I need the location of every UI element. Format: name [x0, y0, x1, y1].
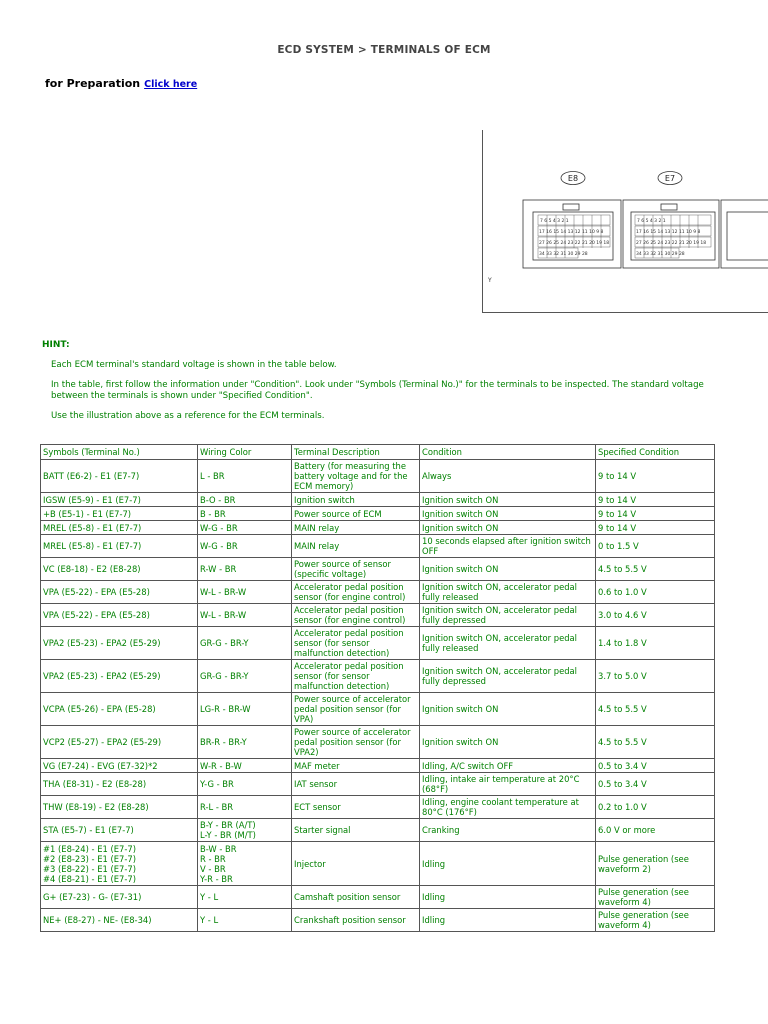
- cell-specified-condition: 3.7 to 5.0 V: [596, 660, 715, 693]
- preparation-line: [45, 77, 197, 90]
- svg-text:7 6 5 4 3 2 1: 7 6 5 4 3 2 1: [637, 219, 666, 224]
- cell-wiring-color: W-G - BR: [198, 535, 292, 558]
- cell-specified-condition: 0 to 1.5 V: [596, 535, 715, 558]
- table-row: [41, 581, 715, 604]
- cell-symbols: MREL (E5-8) - E1 (E7-7): [41, 521, 198, 535]
- cell-condition: Idling: [420, 886, 596, 909]
- cell-specified-condition: 9 to 14 V: [596, 507, 715, 521]
- table-row: [41, 507, 715, 521]
- cell-condition: Ignition switch ON: [420, 521, 596, 535]
- cell-wiring-color: B-Y - BR (A/T) L-Y - BR (M/T): [198, 819, 292, 842]
- cell-condition: Ignition switch ON, accelerator pedal fully released: [420, 627, 596, 660]
- cell-terminal-description: Ignition switch: [292, 493, 420, 507]
- cell-specified-condition: 6.0 V or more: [596, 819, 715, 842]
- svg-text:17 16 15 14 13 12 11 10 9 8: 17 16 15 14 13 12 11 10 9 8: [539, 230, 604, 235]
- hint-line-2: In the table, first follow the information under "Condition". Look under "Symbols (Terminal No.)" for the terminals to be inspected. The standard voltage between the terminals is shown under "Specified Condition".: [51, 380, 704, 401]
- cell-condition: Idling: [420, 842, 596, 886]
- table-row: [41, 493, 715, 507]
- cell-terminal-description: Accelerator pedal position sensor (for engine control): [292, 604, 420, 627]
- cell-wiring-color: L - BR: [198, 460, 292, 493]
- cell-symbols: VPA2 (E5-23) - EPA2 (E5-29): [41, 660, 198, 693]
- cell-condition: Cranking: [420, 819, 596, 842]
- e8-label: E8: [567, 174, 579, 183]
- table-row: [41, 726, 715, 759]
- cell-symbols: BATT (E6-2) - E1 (E7-7): [41, 460, 198, 493]
- cell-wiring-color: GR-G - BR-Y: [198, 627, 292, 660]
- cell-symbols: THW (E8-19) - E2 (E8-28): [41, 796, 198, 819]
- cell-wiring-color: B-O - BR: [198, 493, 292, 507]
- cell-wiring-color: Y - L: [198, 886, 292, 909]
- cell-wiring-color: B - BR: [198, 507, 292, 521]
- table-row: [41, 660, 715, 693]
- cell-wiring-color: Y-G - BR: [198, 773, 292, 796]
- cell-terminal-description: Power source of ECM: [292, 507, 420, 521]
- cell-wiring-color: R-L - BR: [198, 796, 292, 819]
- cell-symbols: MREL (E5-8) - E1 (E7-7): [41, 535, 198, 558]
- table-row: [41, 819, 715, 842]
- cell-terminal-description: Accelerator pedal position sensor (for engine control): [292, 581, 420, 604]
- cell-specified-condition: 4.5 to 5.5 V: [596, 558, 715, 581]
- svg-text:17 16 15 14 13 12 11 10 9 8: 17 16 15 14 13 12 11 10 9 8: [636, 230, 701, 235]
- cell-specified-condition: 1.4 to 1.8 V: [596, 627, 715, 660]
- header-specified-condition: Specified Condition: [596, 445, 715, 460]
- page-title: ECD SYSTEM > TERMINALS OF ECM: [277, 44, 491, 56]
- hint-line-3: Use the illustration above as a reference for the ECM terminals.: [51, 411, 325, 421]
- cell-symbols: STA (E5-7) - E1 (E7-7): [41, 819, 198, 842]
- cell-wiring-color: R-W - BR: [198, 558, 292, 581]
- cell-symbols: VPA (E5-22) - EPA (E5-28): [41, 581, 198, 604]
- cell-wiring-color: GR-G - BR-Y: [198, 660, 292, 693]
- cell-condition: Always: [420, 460, 596, 493]
- cell-terminal-description: Accelerator pedal position sensor (for sensor malfunction detection): [292, 660, 420, 693]
- cell-wiring-color: W-R - B-W: [198, 759, 292, 773]
- table-row: [41, 535, 715, 558]
- cell-specified-condition: 0.6 to 1.0 V: [596, 581, 715, 604]
- cell-terminal-description: Starter signal: [292, 819, 420, 842]
- cell-symbols: VG (E7-24) - EVG (E7-32)*2: [41, 759, 198, 773]
- cell-specified-condition: Pulse generation (see waveform 4): [596, 909, 715, 932]
- cell-condition: Ignition switch ON: [420, 493, 596, 507]
- table-row: [41, 521, 715, 535]
- cell-condition: Ignition switch ON: [420, 507, 596, 521]
- cell-terminal-description: Camshaft position sensor: [292, 886, 420, 909]
- table-row: [41, 693, 715, 726]
- cell-wiring-color: W-L - BR-W: [198, 581, 292, 604]
- table-header-row: [41, 445, 715, 460]
- table-row: [41, 886, 715, 909]
- cell-terminal-description: Injector: [292, 842, 420, 886]
- ecm-terminal-illustration: [482, 130, 768, 313]
- cell-terminal-description: Crankshaft position sensor: [292, 909, 420, 932]
- cell-symbols: VPA (E5-22) - EPA (E5-28): [41, 604, 198, 627]
- cell-symbols: #1 (E8-24) - E1 (E7-7) #2 (E8-23) - E1 (E7-7) #3 (E8-22) - E1 (E7-7) #4 (E8-21) - E1 (E7-7): [41, 842, 198, 886]
- cell-specified-condition: 9 to 14 V: [596, 460, 715, 493]
- cell-specified-condition: 0.2 to 1.0 V: [596, 796, 715, 819]
- cell-specified-condition: 0.5 to 3.4 V: [596, 773, 715, 796]
- cell-symbols: G+ (E7-23) - G- (E7-31): [41, 886, 198, 909]
- cell-terminal-description: MAIN relay: [292, 521, 420, 535]
- cell-symbols: VC (E8-18) - E2 (E8-28): [41, 558, 198, 581]
- table-row: [41, 909, 715, 932]
- svg-text:34 33 32 31 30 29 28: 34 33 32 31 30 29 28: [636, 252, 685, 257]
- cell-condition: 10 seconds elapsed after ignition switch OFF: [420, 535, 596, 558]
- table-row: [41, 759, 715, 773]
- table-row: [41, 773, 715, 796]
- cell-symbols: IGSW (E5-9) - E1 (E7-7): [41, 493, 198, 507]
- table-row: [41, 842, 715, 886]
- cell-terminal-description: MAF meter: [292, 759, 420, 773]
- cell-specified-condition: Pulse generation (see waveform 4): [596, 886, 715, 909]
- cell-symbols: +B (E5-1) - E1 (E7-7): [41, 507, 198, 521]
- cell-specified-condition: 9 to 14 V: [596, 493, 715, 507]
- cell-symbols: THA (E8-31) - E2 (E8-28): [41, 773, 198, 796]
- adjacent-connector-housing: [721, 200, 768, 268]
- cell-terminal-description: MAIN relay: [292, 535, 420, 558]
- table-row: [41, 558, 715, 581]
- cell-condition: Ignition switch ON, accelerator pedal fully depressed: [420, 660, 596, 693]
- header-condition: Condition: [420, 445, 596, 460]
- svg-text:27 26 25 24 23 22 21 20 19 18: 27 26 25 24 23 22 21 20 19 18: [636, 241, 707, 246]
- cell-specified-condition: Pulse generation (see waveform 2): [596, 842, 715, 886]
- cell-wiring-color: Y - L: [198, 909, 292, 932]
- click-here-link[interactable]: Click here: [144, 79, 198, 90]
- ecm-terminals-table: [40, 444, 715, 932]
- cell-terminal-description: ECT sensor: [292, 796, 420, 819]
- cell-specified-condition: 3.0 to 4.6 V: [596, 604, 715, 627]
- cell-terminal-description: Power source of accelerator pedal position sensor (for VPA2): [292, 726, 420, 759]
- cell-wiring-color: W-G - BR: [198, 521, 292, 535]
- cell-wiring-color: BR-R - BR-Y: [198, 726, 292, 759]
- cell-condition: Ignition switch ON, accelerator pedal fully depressed: [420, 604, 596, 627]
- table-row: [41, 460, 715, 493]
- svg-text:34 33 32 31 30 29 28: 34 33 32 31 30 29 28: [539, 252, 588, 257]
- cell-terminal-description: Power source of sensor (specific voltage): [292, 558, 420, 581]
- table-row: [41, 627, 715, 660]
- cell-symbols: VPA2 (E5-23) - EPA2 (E5-29): [41, 627, 198, 660]
- cell-symbols: VCPA (E5-26) - EPA (E5-28): [41, 693, 198, 726]
- cell-wiring-color: LG-R - BR-W: [198, 693, 292, 726]
- cell-wiring-color: W-L - BR-W: [198, 604, 292, 627]
- cell-wiring-color: B-W - BR R - BR V - BR Y-R - BR: [198, 842, 292, 886]
- ecm-connector-diagram: [483, 130, 768, 312]
- cell-condition: Idling, engine coolant temperature at 80°C (176°F): [420, 796, 596, 819]
- cell-terminal-description: IAT sensor: [292, 773, 420, 796]
- cell-condition: Ignition switch ON: [420, 693, 596, 726]
- hint-line-1: Each ECM terminal's standard voltage is shown in the table below.: [51, 360, 337, 370]
- cell-condition: Ignition switch ON: [420, 726, 596, 759]
- e7-label: E7: [664, 174, 676, 183]
- cell-terminal-description: Battery (for measuring the battery voltage and for the ECM memory): [292, 460, 420, 493]
- cell-condition: Idling, intake air temperature at 20°C (68°F): [420, 773, 596, 796]
- header-symbols: Symbols (Terminal No.): [41, 445, 198, 460]
- cell-condition: Ignition switch ON, accelerator pedal fully released: [420, 581, 596, 604]
- svg-text:27 26 25 24 23 22 21 20 19 18: 27 26 25 24 23 22 21 20 19 18: [539, 241, 610, 246]
- cell-symbols: VCP2 (E5-27) - EPA2 (E5-29): [41, 726, 198, 759]
- cell-specified-condition: 4.5 to 5.5 V: [596, 726, 715, 759]
- header-wiring-color: Wiring Color: [198, 445, 292, 460]
- cell-specified-condition: 4.5 to 5.5 V: [596, 693, 715, 726]
- cell-symbols: NE+ (E8-27) - NE- (E8-34): [41, 909, 198, 932]
- svg-text:7 6 5 4 3 2 1: 7 6 5 4 3 2 1: [540, 219, 569, 224]
- table-row: [41, 796, 715, 819]
- cell-specified-condition: 0.5 to 3.4 V: [596, 759, 715, 773]
- cell-terminal-description: Power source of accelerator pedal position sensor (for VPA): [292, 693, 420, 726]
- cell-condition: Idling: [420, 909, 596, 932]
- header-terminal-description: Terminal Description: [292, 445, 420, 460]
- cell-condition: Idling, A/C switch OFF: [420, 759, 596, 773]
- preparation-label: for Preparation: [45, 77, 141, 90]
- cell-terminal-description: Accelerator pedal position sensor (for sensor malfunction detection): [292, 627, 420, 660]
- cell-condition: Ignition switch ON: [420, 558, 596, 581]
- hint-heading: HINT:: [42, 340, 70, 350]
- cell-specified-condition: 9 to 14 V: [596, 521, 715, 535]
- table-row: [41, 604, 715, 627]
- figure-corner-mark: Y: [488, 277, 492, 284]
